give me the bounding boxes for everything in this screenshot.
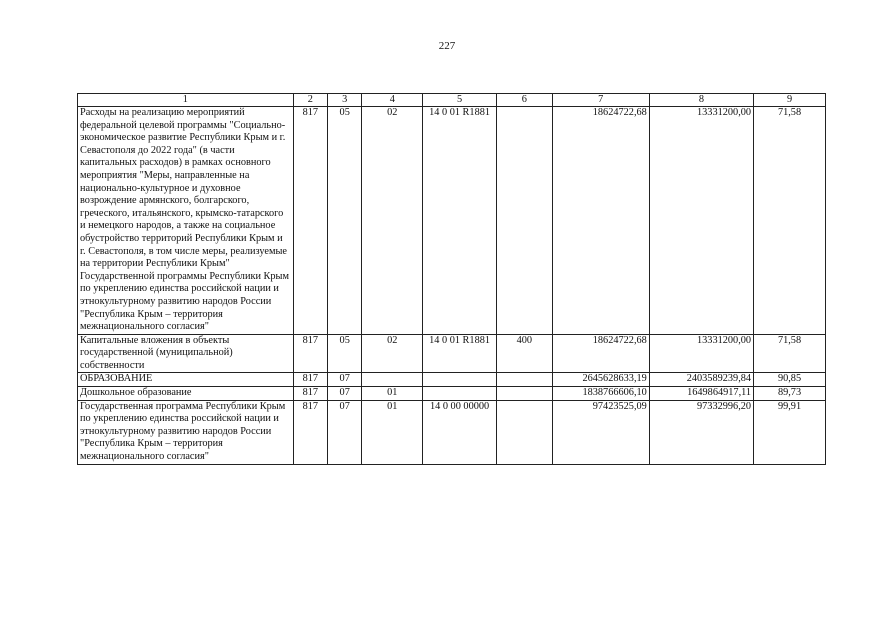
row-plan: 97423525,09	[552, 400, 649, 464]
header-cell: 6	[497, 94, 553, 107]
row-percent: 71,58	[754, 107, 826, 335]
row-actual: 13331200,00	[649, 334, 753, 373]
row-section: 07	[328, 400, 362, 464]
row-subsection: 02	[362, 107, 423, 335]
row-expense-type	[497, 373, 553, 387]
row-expense-type	[497, 387, 553, 401]
row-actual: 1649864917,11	[649, 387, 753, 401]
header-row	[78, 94, 826, 107]
row-name: Капитальные вложения в объекты государственной (муниципальной) собственности	[78, 334, 294, 373]
row-target: 14 0 01 R1881	[423, 334, 497, 373]
row-percent: 71,58	[754, 334, 826, 373]
row-section: 05	[328, 107, 362, 335]
row-name: Расходы на реализацию мероприятий федеральной целевой программы "Социально-экономическое развитие Республики Крым и г. Севастополя до 2022 года" (в части капитальных расходов) в рамках основного мероприятия "Меры, направленные на национально-культурное и духовное возрождение армянского, болгарского, греческого, итальянского, крымско-татарского и немецкого народов, а также на социальное обустройство территорий Республики Крым и г. Севастополя, в том числе меры, реализуемые на территории Республики Крым" Государственной программы Республики Крым по укреплению единства российской нации и этнокультурному развитию народов России "Республика Крым – территория межнационального согласия"	[78, 107, 294, 335]
row-name: Дошкольное образование	[78, 387, 294, 401]
header-cell: 7	[552, 94, 649, 107]
row-plan: 18624722,68	[552, 107, 649, 335]
header-cell: 4	[362, 94, 423, 107]
row-target	[423, 373, 497, 387]
row-name: ОБРАЗОВАНИЕ	[78, 373, 294, 387]
table-row	[78, 373, 826, 387]
row-actual: 97332996,20	[649, 400, 753, 464]
header-cell: 9	[754, 94, 826, 107]
table-row	[78, 400, 826, 464]
row-actual: 2403589239,84	[649, 373, 753, 387]
row-subsection: 02	[362, 334, 423, 373]
header-cell: 8	[649, 94, 753, 107]
row-plan: 2645628633,19	[552, 373, 649, 387]
row-subsection: 01	[362, 387, 423, 401]
row-plan: 18624722,68	[552, 334, 649, 373]
header-cell: 2	[293, 94, 327, 107]
row-actual: 13331200,00	[649, 107, 753, 335]
header-cell: 5	[423, 94, 497, 107]
row-section: 07	[328, 387, 362, 401]
row-plan: 1838766606,10	[552, 387, 649, 401]
header-cell: 3	[328, 94, 362, 107]
row-ministry: 817	[293, 400, 327, 464]
table-row	[78, 334, 826, 373]
row-ministry: 817	[293, 107, 327, 335]
row-percent: 99,91	[754, 400, 826, 464]
row-percent: 90,85	[754, 373, 826, 387]
row-ministry: 817	[293, 334, 327, 373]
table-row	[78, 387, 826, 401]
budget-table	[77, 93, 826, 465]
header-cell: 1	[78, 94, 294, 107]
row-target: 14 0 01 R1881	[423, 107, 497, 335]
row-target	[423, 387, 497, 401]
row-subsection	[362, 373, 423, 387]
row-section: 05	[328, 334, 362, 373]
row-subsection: 01	[362, 400, 423, 464]
row-name: Государственная программа Республики Крым по укреплению единства российской нации и этнокультурному развитию народов России "Республика Крым – территория межнационального согласия"	[78, 400, 294, 464]
row-target: 14 0 00 00000	[423, 400, 497, 464]
row-expense-type	[497, 107, 553, 335]
table-row	[78, 107, 826, 335]
row-ministry: 817	[293, 387, 327, 401]
row-percent: 89,73	[754, 387, 826, 401]
row-section: 07	[328, 373, 362, 387]
row-expense-type: 400	[497, 334, 553, 373]
row-ministry: 817	[293, 373, 327, 387]
row-expense-type	[497, 400, 553, 464]
page-number: 227	[438, 40, 456, 52]
